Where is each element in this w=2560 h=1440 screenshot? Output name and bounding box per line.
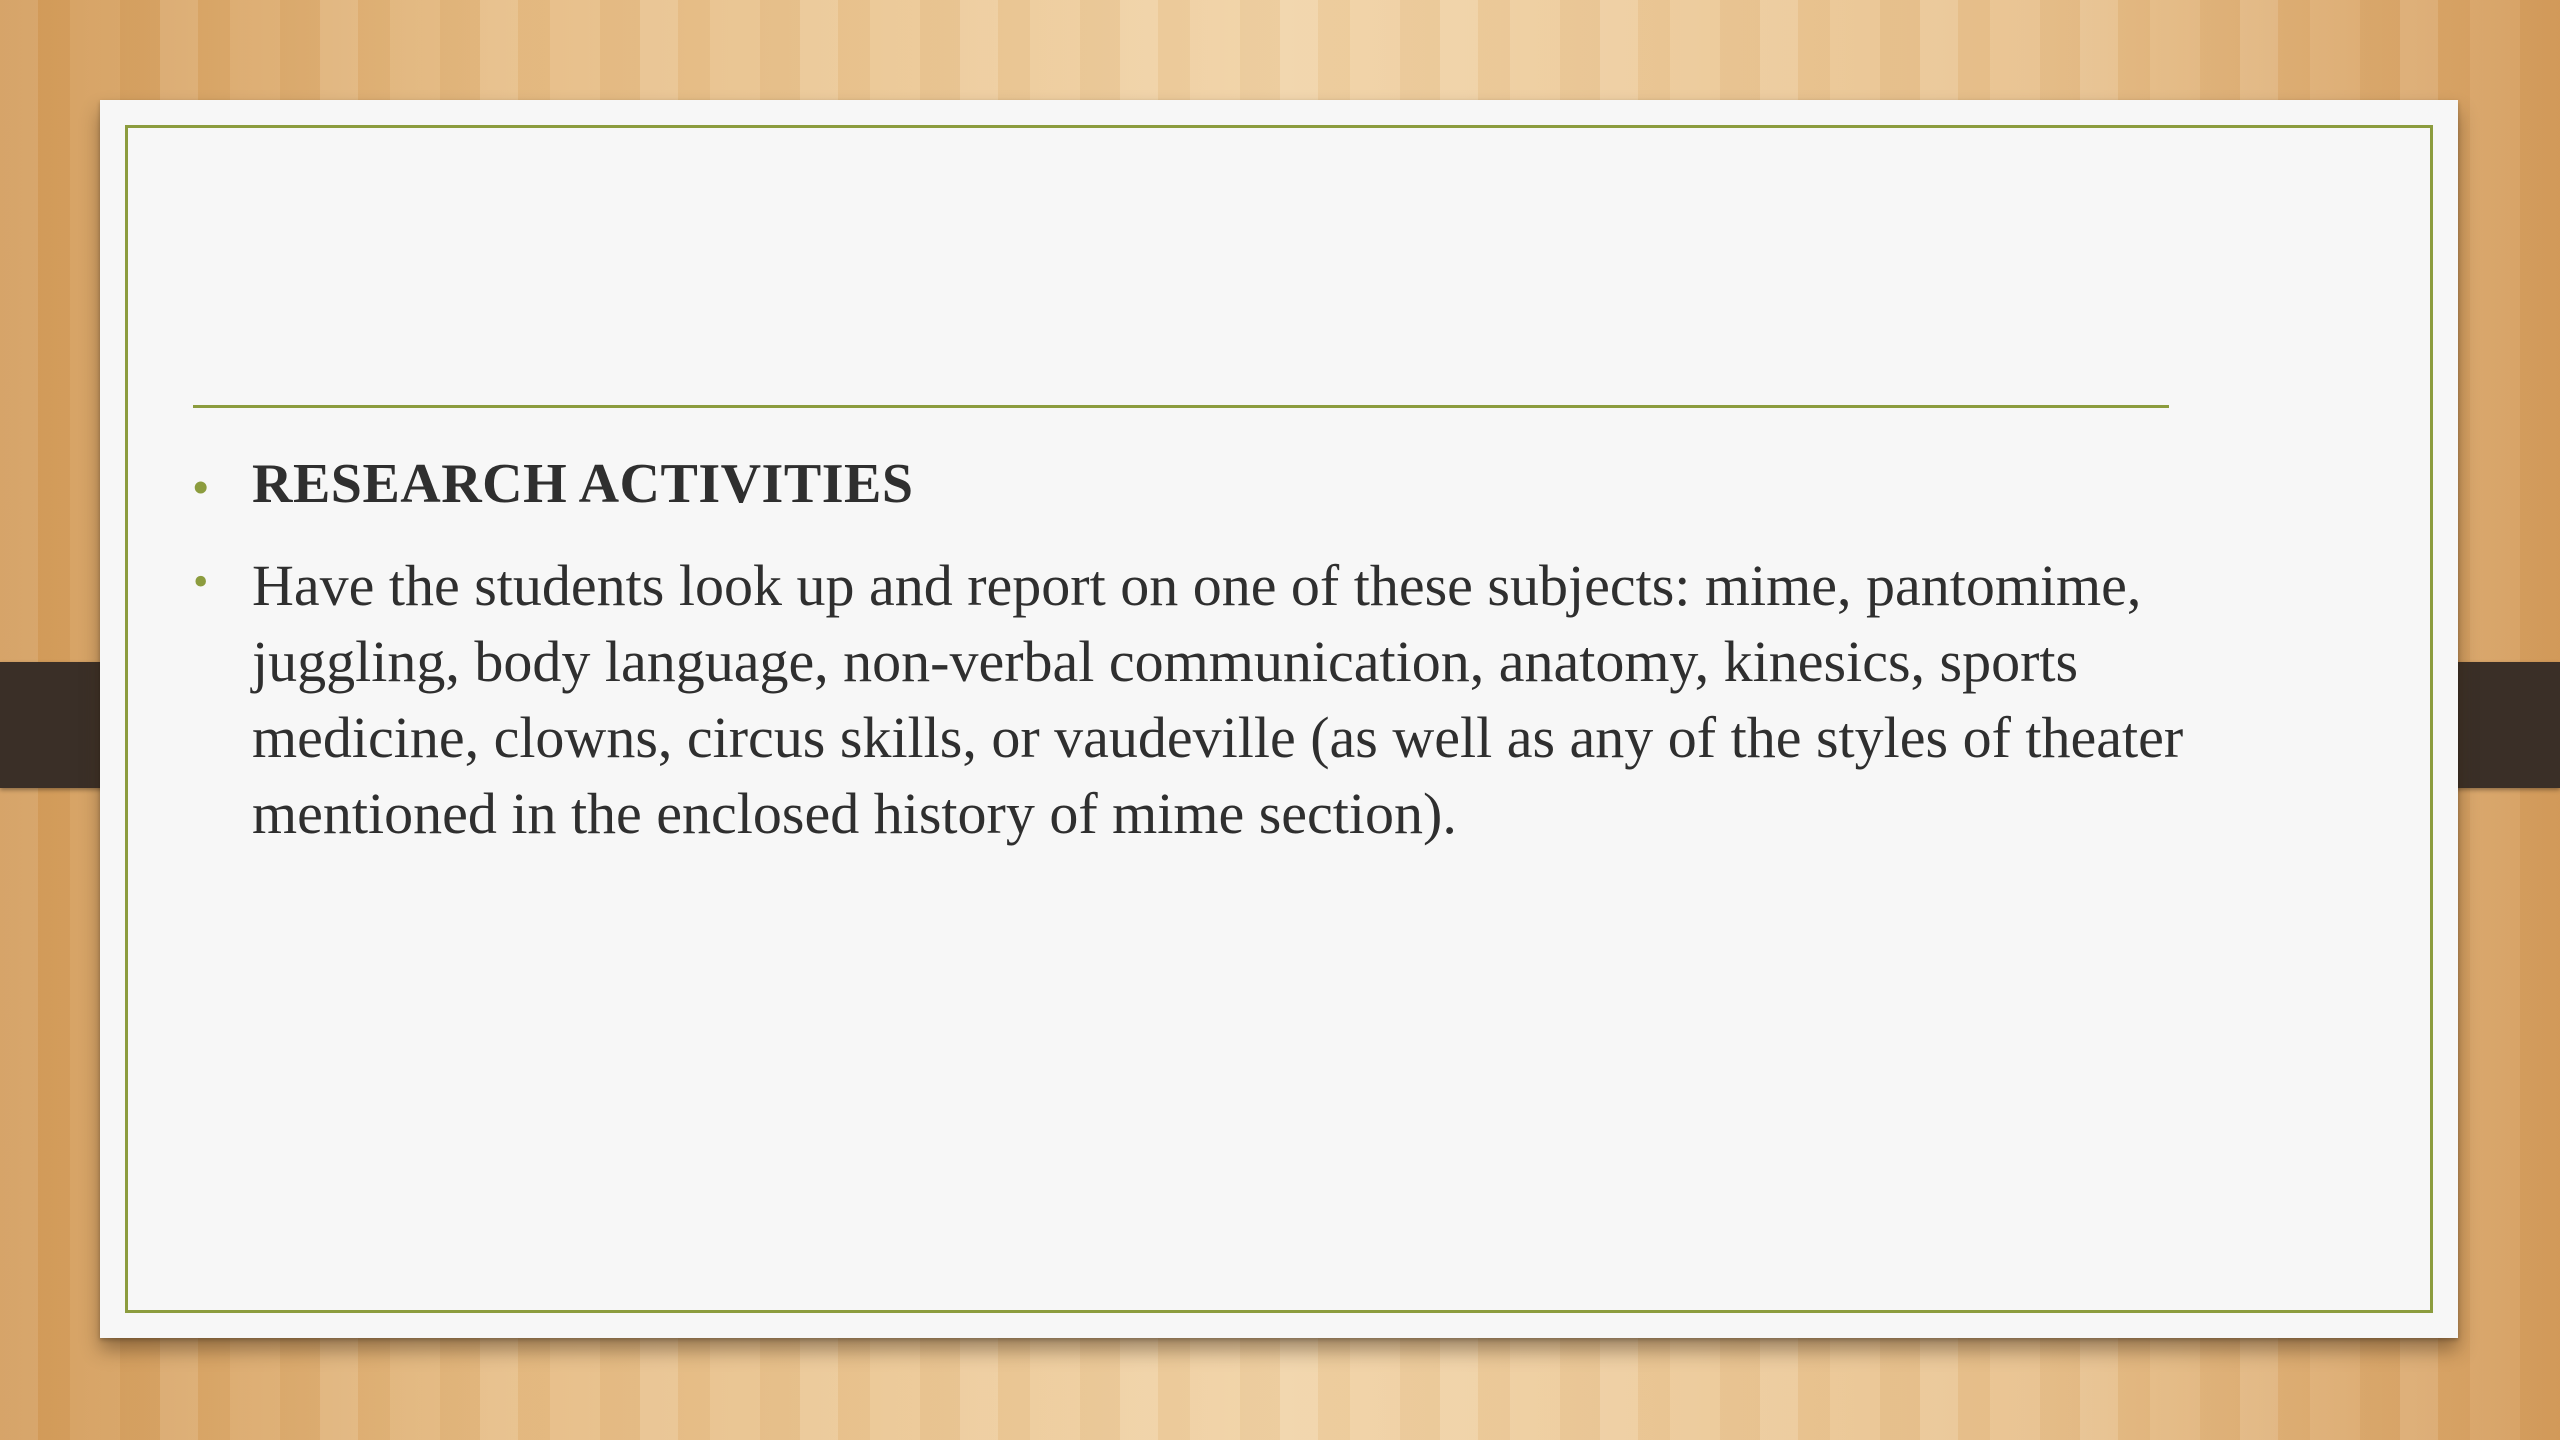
bullet-icon: • [193, 557, 209, 606]
bullet-item-heading [193, 440, 2203, 528]
bullet-icon: • [193, 463, 209, 512]
heading-text: RESEARCH ACTIVITIES [252, 453, 914, 515]
body-text: Have the students look up and report on one of these subjects: mime, pantomime, juggling, body language, non-verbal communication, anatomy, kinesics, sports medicine, clowns, circus skills, or vaudeville (as well as any of the styles of theater mentioned in the enclosed history of mime section). [252, 553, 2184, 846]
bullet-list [193, 440, 2203, 852]
bullet-item-body [193, 548, 2203, 852]
title-divider-line [193, 405, 2169, 408]
